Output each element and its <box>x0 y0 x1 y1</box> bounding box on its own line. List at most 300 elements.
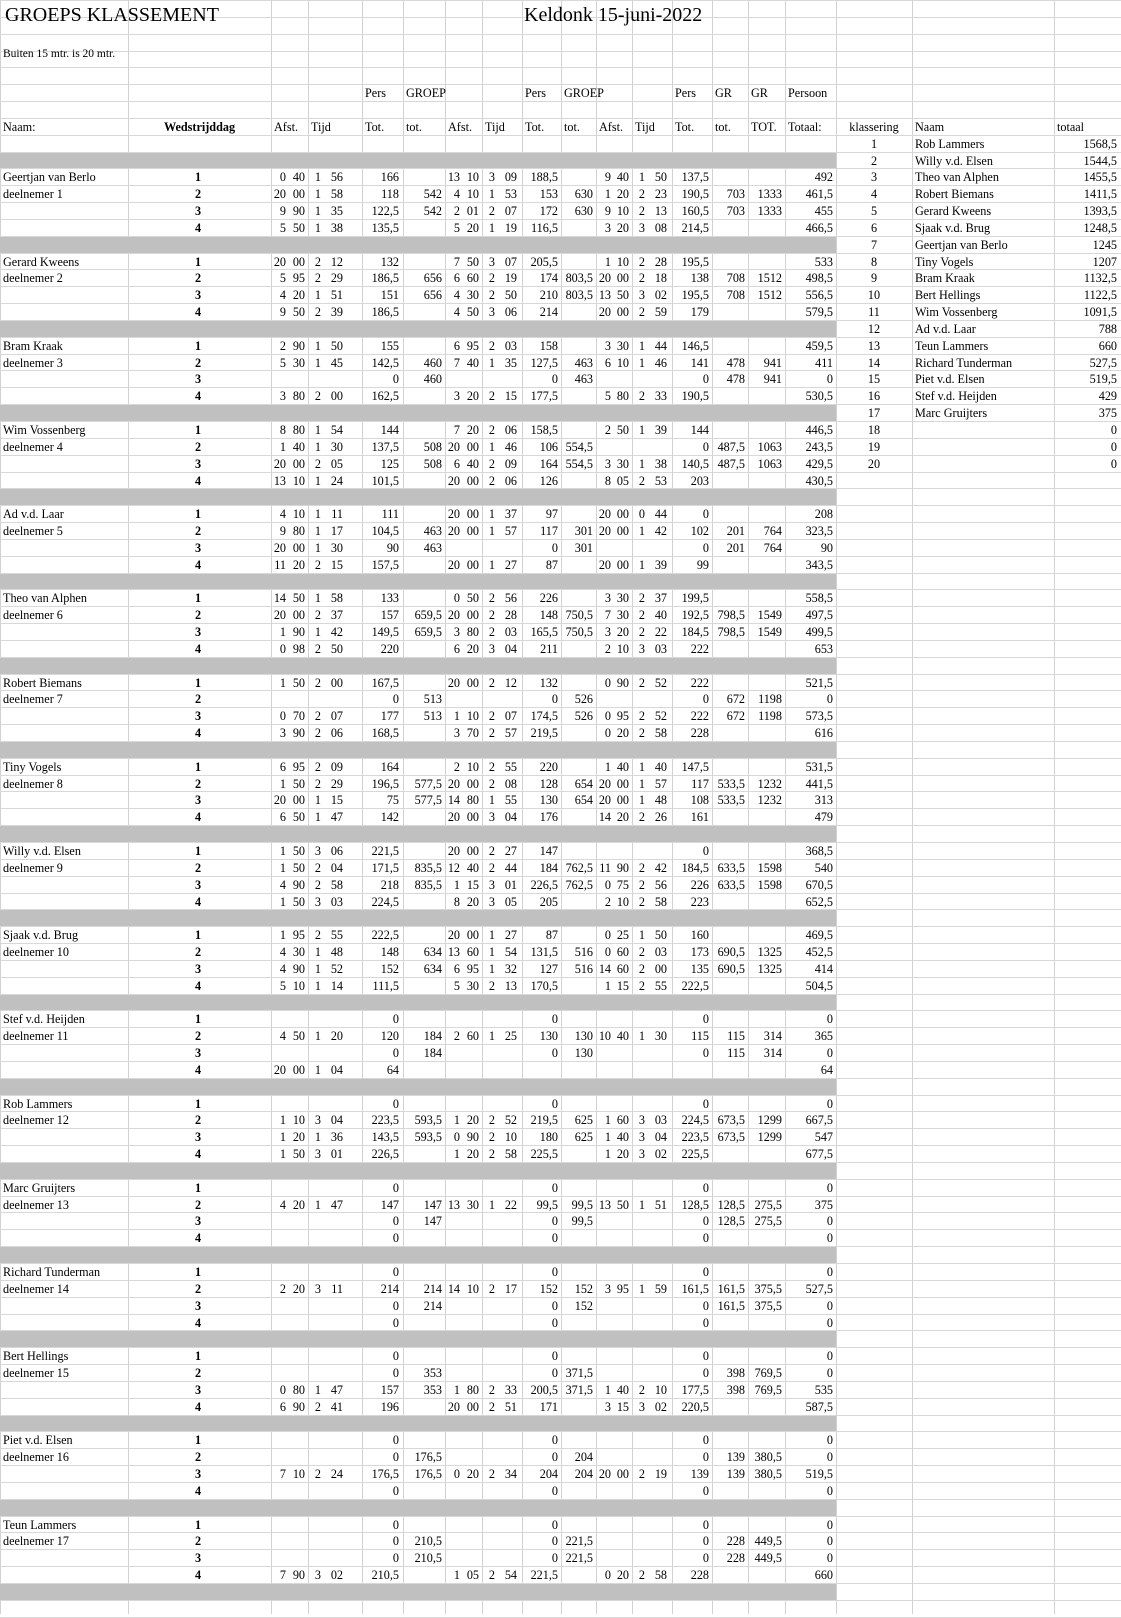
score-cell: 1198 <box>758 692 782 707</box>
separator-band <box>0 1584 836 1600</box>
score-cell: 4 <box>279 877 286 892</box>
grid-line <box>0 51 1121 52</box>
ranking-total: 1132,5 <box>1083 271 1117 286</box>
score-cell: 90 <box>292 204 305 219</box>
score-cell: 0 <box>551 1180 558 1195</box>
score-cell: 1 <box>488 507 495 522</box>
score-cell: 2 <box>314 1467 321 1482</box>
score-cell: 09 <box>504 456 517 471</box>
score-cell: 1 <box>279 439 286 454</box>
score-cell: 00 <box>616 271 629 286</box>
score-cell: 0 <box>551 1433 558 1448</box>
score-cell: 03 <box>654 641 667 656</box>
ranking-total: 660 <box>1098 338 1117 353</box>
score-cell: 1 <box>638 456 645 471</box>
score-cell: 2 <box>488 288 495 303</box>
score-cell: 690,5 <box>717 961 745 976</box>
score-cell: 504,5 <box>805 978 833 993</box>
score-cell: 20 <box>616 625 629 640</box>
score-cell: 59 <box>654 305 667 320</box>
score-cell: 14 <box>273 591 286 606</box>
score-cell: 1 <box>453 877 460 892</box>
score-cell: 449,5 <box>754 1551 782 1566</box>
participant-label: deelnemer 10 <box>3 945 69 960</box>
score-cell: 1 <box>638 338 645 353</box>
participant-label: deelnemer 15 <box>3 1366 69 1381</box>
score-cell: 10 <box>292 473 305 488</box>
score-cell: 186,5 <box>371 271 399 286</box>
score-cell: 149,5 <box>371 625 399 640</box>
score-cell: 2 <box>638 591 645 606</box>
score-cell: 798,5 <box>717 608 745 623</box>
score-cell: 11 <box>331 1281 343 1296</box>
score-cell: 50 <box>330 338 343 353</box>
score-cell: 3 <box>279 389 286 404</box>
score-cell: 353 <box>423 1382 442 1397</box>
score-cell: 20 <box>616 810 629 825</box>
score-cell: 2 <box>488 473 495 488</box>
match-day: 4 <box>194 726 202 741</box>
participant-label: deelnemer 4 <box>3 439 63 454</box>
score-cell: 15 <box>466 877 479 892</box>
score-cell: 45 <box>330 355 343 370</box>
ranking-total: 1411,5 <box>1083 187 1117 202</box>
score-cell: 2 <box>488 776 495 791</box>
score-cell: 0 <box>551 1298 558 1313</box>
score-cell: 8 <box>279 423 286 437</box>
score-cell: 15 <box>330 557 343 572</box>
score-cell: 115 <box>691 1029 709 1044</box>
score-cell: 226 <box>690 877 709 892</box>
score-cell: 30 <box>616 591 629 606</box>
score-cell: 10 <box>292 507 305 522</box>
column-label: Tot. <box>525 119 545 134</box>
score-cell: 02 <box>330 1568 343 1583</box>
score-cell: 835,5 <box>414 860 442 875</box>
score-cell: 1 <box>279 625 286 640</box>
score-cell: 36 <box>330 1130 343 1145</box>
score-cell: 00 <box>616 524 629 539</box>
score-cell: 00 <box>466 473 479 488</box>
match-day: 4 <box>194 1231 202 1246</box>
ranking-total: 1207 <box>1092 254 1117 269</box>
score-cell: 171 <box>539 1399 558 1414</box>
score-cell: 577,5 <box>414 776 442 791</box>
score-cell: 214 <box>539 305 558 320</box>
score-cell: 30 <box>292 945 305 960</box>
score-cell: 1325 <box>757 945 782 960</box>
score-cell: 0 <box>826 1517 833 1532</box>
score-cell: 177,5 <box>530 389 558 404</box>
score-cell: 1299 <box>757 1130 782 1145</box>
grid-line <box>0 84 1121 85</box>
ranking-name: Ad v.d. Laar <box>915 321 976 336</box>
score-cell: 13 <box>447 1197 460 1212</box>
score-cell: 3 <box>638 220 645 235</box>
score-cell: 196 <box>380 1399 399 1414</box>
participant-name: Geertjan van Berlo <box>3 170 96 185</box>
score-cell: 554,5 <box>565 456 593 471</box>
ranking-name: Marc Gruijters <box>915 406 988 421</box>
score-cell: 147 <box>423 1214 442 1229</box>
score-cell: 40 <box>616 1382 629 1397</box>
score-cell: 3 <box>314 1281 321 1296</box>
score-cell: 4 <box>453 187 460 202</box>
score-cell: 2 <box>488 608 495 623</box>
match-day: 1 <box>194 844 202 858</box>
score-cell: 593,5 <box>414 1113 442 1128</box>
score-cell: 46 <box>504 439 517 454</box>
score-cell: 180 <box>539 1130 558 1145</box>
score-cell: 80 <box>292 524 305 539</box>
ranking-name: Bert Hellings <box>915 288 981 303</box>
score-cell: 2 <box>314 456 321 471</box>
score-cell: 1 <box>488 961 495 976</box>
score-cell: 07 <box>504 204 517 219</box>
score-cell: 20 <box>273 456 286 471</box>
score-cell: 1 <box>314 423 321 437</box>
participant-label: deelnemer 5 <box>3 524 63 539</box>
score-cell: 487,5 <box>717 439 745 454</box>
score-cell: 14 <box>598 810 611 825</box>
score-cell: 214 <box>423 1298 442 1313</box>
score-cell: 214,5 <box>681 220 709 235</box>
score-cell: 04 <box>330 1113 343 1128</box>
match-day: 1 <box>194 1349 202 1364</box>
score-cell: 03 <box>654 1113 667 1128</box>
grid-line <box>0 101 1121 102</box>
score-cell: 20 <box>292 557 305 572</box>
score-cell: 1 <box>314 625 321 640</box>
score-cell: 60 <box>616 961 629 976</box>
score-cell: 535 <box>814 1382 833 1397</box>
score-cell: 1 <box>314 945 321 960</box>
score-cell: 2 <box>488 204 495 219</box>
score-cell: 143,5 <box>371 1130 399 1145</box>
match-day: 1 <box>194 1265 202 1279</box>
ranking-name: Teun Lammers <box>915 338 989 353</box>
score-cell: 130 <box>539 1029 558 1044</box>
score-cell: 203 <box>690 473 709 488</box>
score-cell: 0 <box>826 1265 833 1279</box>
score-cell: 192,5 <box>681 608 709 623</box>
ranking-total: 0 <box>1110 439 1117 454</box>
score-cell: 3 <box>604 220 611 235</box>
score-cell: 04 <box>654 1130 667 1145</box>
score-cell: 152 <box>574 1298 593 1313</box>
score-cell: 204 <box>574 1450 593 1465</box>
ranking-position: 3 <box>870 170 878 185</box>
match-day: 1 <box>194 254 202 269</box>
participant-label: deelnemer 8 <box>3 776 63 791</box>
score-cell: 353 <box>423 1366 442 1381</box>
score-cell: 87 <box>545 557 558 572</box>
score-cell: 20 <box>616 220 629 235</box>
ranking-total: 1091,5 <box>1083 305 1117 320</box>
score-cell: 210,5 <box>371 1568 399 1583</box>
score-cell: 577,5 <box>414 793 442 808</box>
separator-band <box>0 1079 836 1095</box>
ranking-total: 1393,5 <box>1083 204 1117 219</box>
match-day: 4 <box>194 894 202 909</box>
score-cell: 3 <box>604 456 611 471</box>
match-day: 4 <box>194 473 202 488</box>
grid-line <box>912 0 913 1614</box>
score-cell: 673,5 <box>717 1113 745 1128</box>
match-day: 2 <box>194 608 202 623</box>
score-cell: 2 <box>488 1467 495 1482</box>
score-cell: 1 <box>314 1062 321 1077</box>
score-cell: 5 <box>279 271 286 286</box>
score-cell: 659,5 <box>414 625 442 640</box>
score-cell: 0 <box>826 1349 833 1364</box>
ranking-position: 19 <box>867 439 881 454</box>
score-cell: 533,5 <box>717 793 745 808</box>
participant-label: deelnemer 2 <box>3 271 63 286</box>
score-cell: 2 <box>638 978 645 993</box>
score-cell: 368,5 <box>805 844 833 858</box>
score-cell: 0 <box>826 1366 833 1381</box>
score-cell: 469,5 <box>805 928 833 943</box>
score-cell: 28 <box>504 608 517 623</box>
score-cell: 1325 <box>757 961 782 976</box>
score-cell: 508 <box>423 439 442 454</box>
score-cell: 0 <box>551 1315 558 1330</box>
match-day: 3 <box>194 625 202 640</box>
column-group-label: GR <box>751 86 768 101</box>
score-cell: 30 <box>616 608 629 623</box>
participant-name: Gerard Kweens <box>3 254 80 269</box>
score-cell: 99,5 <box>571 1197 593 1212</box>
score-cell: 20 <box>616 726 629 741</box>
score-cell: 0 <box>826 1231 833 1246</box>
score-cell: 176,5 <box>414 1467 442 1482</box>
score-cell: 2 <box>314 928 321 943</box>
score-cell: 64 <box>386 1062 399 1077</box>
score-cell: 04 <box>504 641 517 656</box>
separator-band <box>0 910 836 926</box>
score-cell: 42 <box>654 860 667 875</box>
score-cell: 199,5 <box>681 591 709 606</box>
ranking-position: 6 <box>870 220 878 235</box>
score-cell: 275,5 <box>754 1214 782 1229</box>
score-cell: 142 <box>380 810 399 825</box>
score-cell: 30 <box>654 1029 667 1044</box>
score-cell: 0 <box>551 1231 558 1246</box>
score-cell: 221,5 <box>371 844 399 858</box>
match-day: 4 <box>194 1483 202 1498</box>
score-cell: 7 <box>279 1568 286 1583</box>
score-cell: 38 <box>330 220 343 235</box>
score-cell: 50 <box>616 288 629 303</box>
score-cell: 1 <box>314 961 321 976</box>
score-cell: 2 <box>638 389 645 404</box>
score-cell: 0 <box>392 1534 399 1549</box>
score-cell: 1 <box>279 1147 286 1162</box>
score-cell: 195,5 <box>681 254 709 269</box>
score-cell: 0 <box>392 1349 399 1364</box>
score-cell: 24 <box>330 1467 343 1482</box>
score-cell: 168,5 <box>371 726 399 741</box>
score-cell: 1 <box>314 1382 321 1397</box>
match-day: 2 <box>194 355 202 370</box>
score-cell: 1 <box>488 945 495 960</box>
score-cell: 0 <box>453 1467 460 1482</box>
match-day: 4 <box>194 1315 202 1330</box>
ranking-position: 8 <box>870 254 878 269</box>
score-cell: 70 <box>466 726 479 741</box>
score-cell: 2 <box>488 1130 495 1145</box>
score-cell: 2 <box>279 1281 286 1296</box>
score-cell: 00 <box>466 608 479 623</box>
score-cell: 14 <box>447 793 460 808</box>
column-label: Wedstrijddag <box>163 119 236 134</box>
score-cell: 40 <box>292 439 305 454</box>
score-cell: 58 <box>654 894 667 909</box>
score-cell: 50 <box>504 288 517 303</box>
ranking-position: 10 <box>867 288 881 303</box>
score-cell: 06 <box>504 473 517 488</box>
participant-label: deelnemer 16 <box>3 1450 69 1465</box>
participant-label: deelnemer 13 <box>3 1197 69 1212</box>
score-cell: 142,5 <box>371 355 399 370</box>
score-cell: 2 <box>638 877 645 892</box>
score-cell: 0 <box>392 1096 399 1111</box>
score-cell: 0 <box>604 877 611 892</box>
score-cell: 146,5 <box>681 338 709 353</box>
score-cell: 48 <box>654 793 667 808</box>
participant-label: deelnemer 14 <box>3 1281 69 1296</box>
score-cell: 214 <box>423 1281 442 1296</box>
ranking-total: 1248,5 <box>1083 220 1117 235</box>
column-label: Naam: <box>3 119 36 134</box>
score-cell: 47 <box>330 1197 343 1212</box>
participant-name: Richard Tunderman <box>3 1265 101 1279</box>
column-label: Afst. <box>599 119 624 134</box>
score-cell: 519,5 <box>805 1467 833 1482</box>
score-cell: 1 <box>488 928 495 943</box>
score-cell: 0 <box>702 1012 709 1027</box>
score-cell: 06 <box>504 305 517 320</box>
score-cell: 70 <box>292 709 305 724</box>
score-cell: 27 <box>504 844 517 858</box>
score-cell: 466,5 <box>805 220 833 235</box>
match-day: 2 <box>194 1366 202 1381</box>
score-cell: 371,5 <box>565 1382 593 1397</box>
score-cell: 10 <box>466 759 479 774</box>
score-cell: 1299 <box>757 1113 782 1128</box>
score-cell: 188,5 <box>530 170 558 185</box>
score-cell: 130 <box>574 1046 593 1061</box>
score-cell: 41 <box>330 1399 343 1414</box>
score-cell: 2 <box>314 1399 321 1414</box>
score-cell: 7 <box>604 608 611 623</box>
score-cell: 429,5 <box>805 456 833 471</box>
participant-name: Robert Biemans <box>3 675 82 690</box>
score-cell: 3 <box>604 1399 611 1414</box>
score-cell: 38 <box>654 456 667 471</box>
score-cell: 171,5 <box>371 860 399 875</box>
score-cell: 00 <box>466 1399 479 1414</box>
score-cell: 00 <box>466 844 479 858</box>
score-cell: 4 <box>279 945 286 960</box>
score-cell: 19 <box>504 220 517 235</box>
score-cell: 133 <box>380 591 399 606</box>
score-cell: 90 <box>616 860 629 875</box>
score-cell: 0 <box>279 641 286 656</box>
score-cell: 139 <box>726 1450 745 1465</box>
score-cell: 633,5 <box>717 860 745 875</box>
participant-name: Ad v.d. Laar <box>3 507 64 522</box>
score-cell: 2 <box>314 776 321 791</box>
score-cell: 1 <box>279 894 286 909</box>
score-cell: 51 <box>504 1399 517 1414</box>
score-cell: 80 <box>466 1382 479 1397</box>
score-cell: 10 <box>466 187 479 202</box>
score-cell: 0 <box>826 1483 833 1498</box>
score-cell: 120 <box>380 1029 399 1044</box>
score-cell: 44 <box>654 338 667 353</box>
match-day: 3 <box>194 372 202 387</box>
column-label: Tot. <box>675 119 695 134</box>
score-cell: 2 <box>638 254 645 269</box>
score-cell: 0 <box>702 372 709 387</box>
score-cell: 516 <box>574 945 593 960</box>
score-cell: 9 <box>604 170 611 185</box>
score-cell: 0 <box>551 1012 558 1027</box>
column-label: Totaal: <box>788 119 822 134</box>
score-cell: 13 <box>447 170 460 185</box>
score-cell: 90 <box>292 726 305 741</box>
score-cell: 54 <box>504 945 517 960</box>
score-cell: 166 <box>380 170 399 185</box>
score-cell: 27 <box>504 557 517 572</box>
score-cell: 126 <box>539 473 558 488</box>
score-cell: 2 <box>604 641 611 656</box>
score-cell: 184,5 <box>681 860 709 875</box>
score-cell: 2 <box>314 759 321 774</box>
score-cell: 218 <box>380 877 399 892</box>
score-cell: 1549 <box>757 608 782 623</box>
score-cell: 1 <box>638 928 645 943</box>
score-cell: 39 <box>654 423 667 437</box>
score-cell: 99 <box>696 557 709 572</box>
score-cell: 157,5 <box>371 557 399 572</box>
score-cell: 414 <box>814 961 833 976</box>
separator-band <box>0 321 836 337</box>
score-cell: 05 <box>330 456 343 471</box>
score-cell: 6 <box>453 961 460 976</box>
score-cell: 20 <box>598 1467 611 1482</box>
score-cell: 0 <box>551 540 558 555</box>
score-cell: 4 <box>453 288 460 303</box>
score-cell: 132 <box>539 675 558 690</box>
score-cell: 04 <box>330 860 343 875</box>
score-cell: 660 <box>814 1568 833 1583</box>
score-cell: 0 <box>392 1012 399 1027</box>
score-cell: 223,5 <box>371 1113 399 1128</box>
score-cell: 210 <box>539 288 558 303</box>
match-day: 2 <box>194 524 202 539</box>
score-cell: 222 <box>690 709 709 724</box>
score-cell: 152 <box>574 1281 593 1296</box>
score-cell: 0 <box>702 1214 709 1229</box>
match-day: 1 <box>194 1433 202 1448</box>
score-cell: 0 <box>279 1382 286 1397</box>
score-cell: 02 <box>654 288 667 303</box>
score-cell: 1 <box>604 187 611 202</box>
score-cell: 117 <box>540 524 558 539</box>
